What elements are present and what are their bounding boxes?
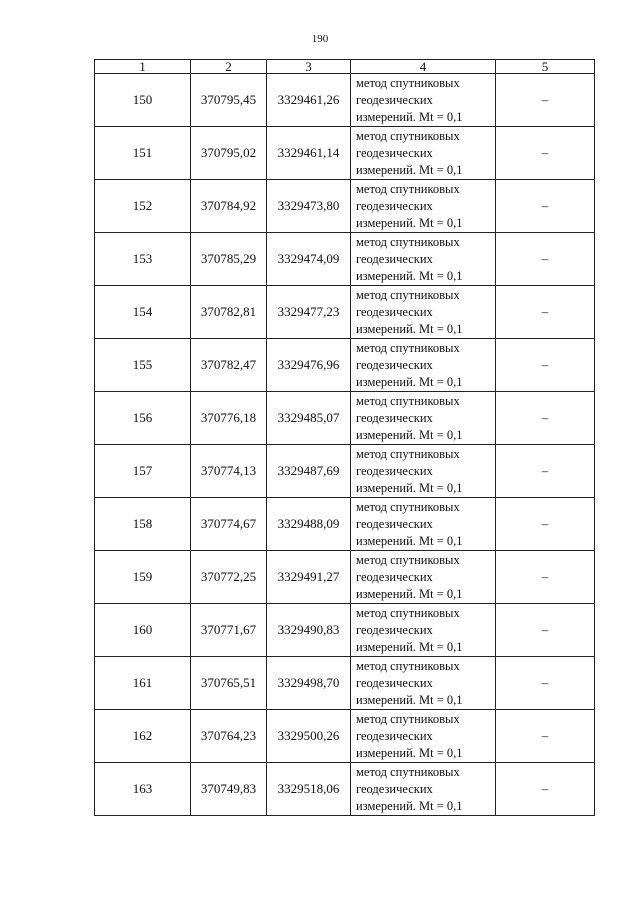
method-cell: метод спутниковых геодезических измерений. Mt = 0,1 xyxy=(351,445,496,498)
x-coordinate-cell: 370749,83 xyxy=(191,763,267,816)
method-cell: метод спутниковых геодезических измерений. Mt = 0,1 xyxy=(351,286,496,339)
point-number-cell: 162 xyxy=(95,710,191,763)
point-number-cell: 157 xyxy=(95,445,191,498)
x-coordinate-cell: 370771,67 xyxy=(191,604,267,657)
y-coordinate-cell: 3329461,26 xyxy=(267,74,351,127)
x-coordinate-cell: 370765,51 xyxy=(191,657,267,710)
method-cell: метод спутниковых геодезических измерений. Mt = 0,1 xyxy=(351,127,496,180)
method-cell: метод спутниковых геодезических измерений. Mt = 0,1 xyxy=(351,710,496,763)
x-coordinate-cell: 370782,81 xyxy=(191,286,267,339)
y-coordinate-cell: 3329485,07 xyxy=(267,392,351,445)
point-number-cell: 153 xyxy=(95,233,191,286)
point-number-cell: 160 xyxy=(95,604,191,657)
x-coordinate-cell: 370772,25 xyxy=(191,551,267,604)
y-coordinate-cell: 3329498,70 xyxy=(267,657,351,710)
method-cell: метод спутниковых геодезических измерений. Mt = 0,1 xyxy=(351,657,496,710)
y-coordinate-cell: 3329500,26 xyxy=(267,710,351,763)
y-coordinate-cell: 3329476,96 xyxy=(267,339,351,392)
method-cell: метод спутниковых геодезических измерений. Mt = 0,1 xyxy=(351,551,496,604)
table-row xyxy=(95,763,595,816)
x-coordinate-cell: 370795,02 xyxy=(191,127,267,180)
note-cell: – xyxy=(496,286,595,339)
point-number-cell: 156 xyxy=(95,392,191,445)
method-cell: метод спутниковых геодезических измерений. Mt = 0,1 xyxy=(351,339,496,392)
note-cell: – xyxy=(496,604,595,657)
method-cell: метод спутниковых геодезических измерений. Mt = 0,1 xyxy=(351,74,496,127)
method-cell: метод спутниковых геодезических измерений. Mt = 0,1 xyxy=(351,233,496,286)
table-row xyxy=(95,127,595,180)
note-cell: – xyxy=(496,339,595,392)
y-coordinate-cell: 3329487,69 xyxy=(267,445,351,498)
method-cell: метод спутниковых геодезических измерений. Mt = 0,1 xyxy=(351,180,496,233)
note-cell: – xyxy=(496,445,595,498)
y-coordinate-cell: 3329473,80 xyxy=(267,180,351,233)
point-number-cell: 152 xyxy=(95,180,191,233)
x-coordinate-cell: 370782,47 xyxy=(191,339,267,392)
x-coordinate-cell: 370764,23 xyxy=(191,710,267,763)
page-number: 190 xyxy=(311,33,329,45)
method-cell: метод спутниковых геодезических измерений. Mt = 0,1 xyxy=(351,392,496,445)
y-coordinate-cell: 3329461,14 xyxy=(267,127,351,180)
x-coordinate-cell: 370776,18 xyxy=(191,392,267,445)
table-row xyxy=(95,286,595,339)
note-cell: – xyxy=(496,233,595,286)
point-number-cell: 158 xyxy=(95,498,191,551)
header-col-1: 1 xyxy=(95,60,191,74)
method-cell: метод спутниковых геодезических измерений. Mt = 0,1 xyxy=(351,763,496,816)
y-coordinate-cell: 3329477,23 xyxy=(267,286,351,339)
table-row xyxy=(95,445,595,498)
method-cell: метод спутниковых геодезических измерений. Mt = 0,1 xyxy=(351,604,496,657)
point-number-cell: 155 xyxy=(95,339,191,392)
note-cell: – xyxy=(496,551,595,604)
x-coordinate-cell: 370774,13 xyxy=(191,445,267,498)
table-row xyxy=(95,74,595,127)
coordinates-table xyxy=(94,59,595,816)
table-row xyxy=(95,604,595,657)
table-row xyxy=(95,657,595,710)
header-col-2: 2 xyxy=(191,60,267,74)
header-col-4: 4 xyxy=(351,60,496,74)
table-body xyxy=(95,74,595,816)
note-cell: – xyxy=(496,710,595,763)
note-cell: – xyxy=(496,127,595,180)
x-coordinate-cell: 370795,45 xyxy=(191,74,267,127)
y-coordinate-cell: 3329491,27 xyxy=(267,551,351,604)
table-row xyxy=(95,551,595,604)
table-row xyxy=(95,498,595,551)
table-row xyxy=(95,180,595,233)
y-coordinate-cell: 3329490,83 xyxy=(267,604,351,657)
table-row xyxy=(95,710,595,763)
note-cell: – xyxy=(496,74,595,127)
point-number-cell: 154 xyxy=(95,286,191,339)
header-col-5: 5 xyxy=(496,60,595,74)
x-coordinate-cell: 370785,29 xyxy=(191,233,267,286)
table-row xyxy=(95,339,595,392)
header-col-3: 3 xyxy=(267,60,351,74)
point-number-cell: 163 xyxy=(95,763,191,816)
header-row xyxy=(95,60,595,74)
table-row xyxy=(95,392,595,445)
y-coordinate-cell: 3329518,06 xyxy=(267,763,351,816)
x-coordinate-cell: 370774,67 xyxy=(191,498,267,551)
y-coordinate-cell: 3329488,09 xyxy=(267,498,351,551)
point-number-cell: 151 xyxy=(95,127,191,180)
table-row xyxy=(95,233,595,286)
note-cell: – xyxy=(496,392,595,445)
point-number-cell: 150 xyxy=(95,74,191,127)
point-number-cell: 161 xyxy=(95,657,191,710)
note-cell: – xyxy=(496,498,595,551)
method-cell: метод спутниковых геодезических измерений. Mt = 0,1 xyxy=(351,498,496,551)
x-coordinate-cell: 370784,92 xyxy=(191,180,267,233)
note-cell: – xyxy=(496,657,595,710)
point-number-cell: 159 xyxy=(95,551,191,604)
y-coordinate-cell: 3329474,09 xyxy=(267,233,351,286)
note-cell: – xyxy=(496,763,595,816)
table-header xyxy=(95,60,595,74)
note-cell: – xyxy=(496,180,595,233)
